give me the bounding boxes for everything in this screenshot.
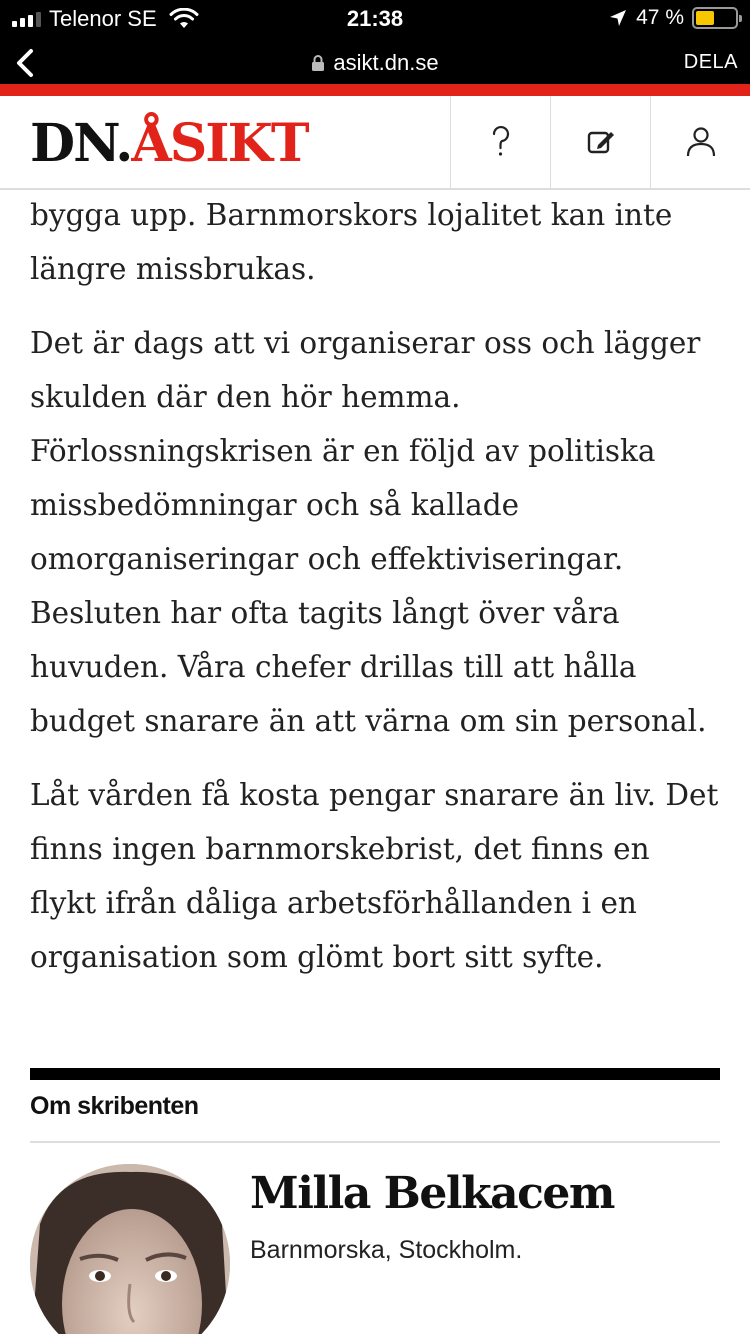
accent-bar [0, 84, 750, 96]
article-paragraph: Det är dags att vi organiserar oss och lägger skulden där den hör hemma. Förlossningskrisen är en följd av politiska missbedömningar och så kallade omorganiseringar och effektiviseringar. Besluten har ofta tagits långt över våra huvuden. Våra chefer drillas till att hålla budget snarare än att värna om sin personal. [30, 326, 707, 738]
logo-asikt: ÅSIKT [131, 113, 308, 174]
status-right [608, 6, 738, 30]
help-icon [484, 123, 518, 161]
author-photo [30, 1164, 230, 1334]
battery-fill [696, 11, 714, 25]
help-button[interactable] [450, 96, 550, 188]
site-logo[interactable] [30, 114, 308, 174]
section-divider [30, 1068, 720, 1080]
location-arrow-icon [608, 8, 628, 28]
clock: 21:38 [346, 6, 404, 31]
author-role: Barnmorska, Stockholm. [250, 1236, 523, 1264]
article-paragraph: Låt vården få kosta pengar snarare än liv. Det finns ingen barnmorskebrist, det finns en flykt ifrån dåliga arbetsförhållanden i en organisation som glömt bort sitt syfte. [30, 778, 719, 974]
article-paragraph: bygga upp. Barnmorskors lojalitet kan inte längre missbrukas. [30, 198, 673, 286]
author-name: Milla Belkacem [250, 1168, 614, 1219]
browser-url-bar [0, 42, 750, 84]
user-icon [684, 123, 718, 161]
logo-dn: DN. [30, 113, 132, 174]
url-text: asikt.dn.se [333, 50, 439, 75]
author-avatar [30, 1164, 230, 1334]
article-body [30, 190, 720, 1004]
site-header [0, 96, 750, 190]
url-display[interactable] [0, 50, 750, 76]
battery-percent: 47 % [636, 6, 684, 29]
write-button[interactable] [550, 96, 650, 188]
lock-icon [311, 55, 325, 71]
edit-icon [584, 123, 618, 161]
battery-icon [692, 7, 738, 29]
carrier-name: Telenor SE [49, 6, 157, 31]
about-author-heading: Om skribenten [30, 1092, 199, 1120]
share-button[interactable]: DELA [683, 51, 738, 73]
section-divider-thin [30, 1141, 720, 1143]
status-bar [0, 0, 750, 42]
account-button[interactable] [650, 96, 750, 188]
